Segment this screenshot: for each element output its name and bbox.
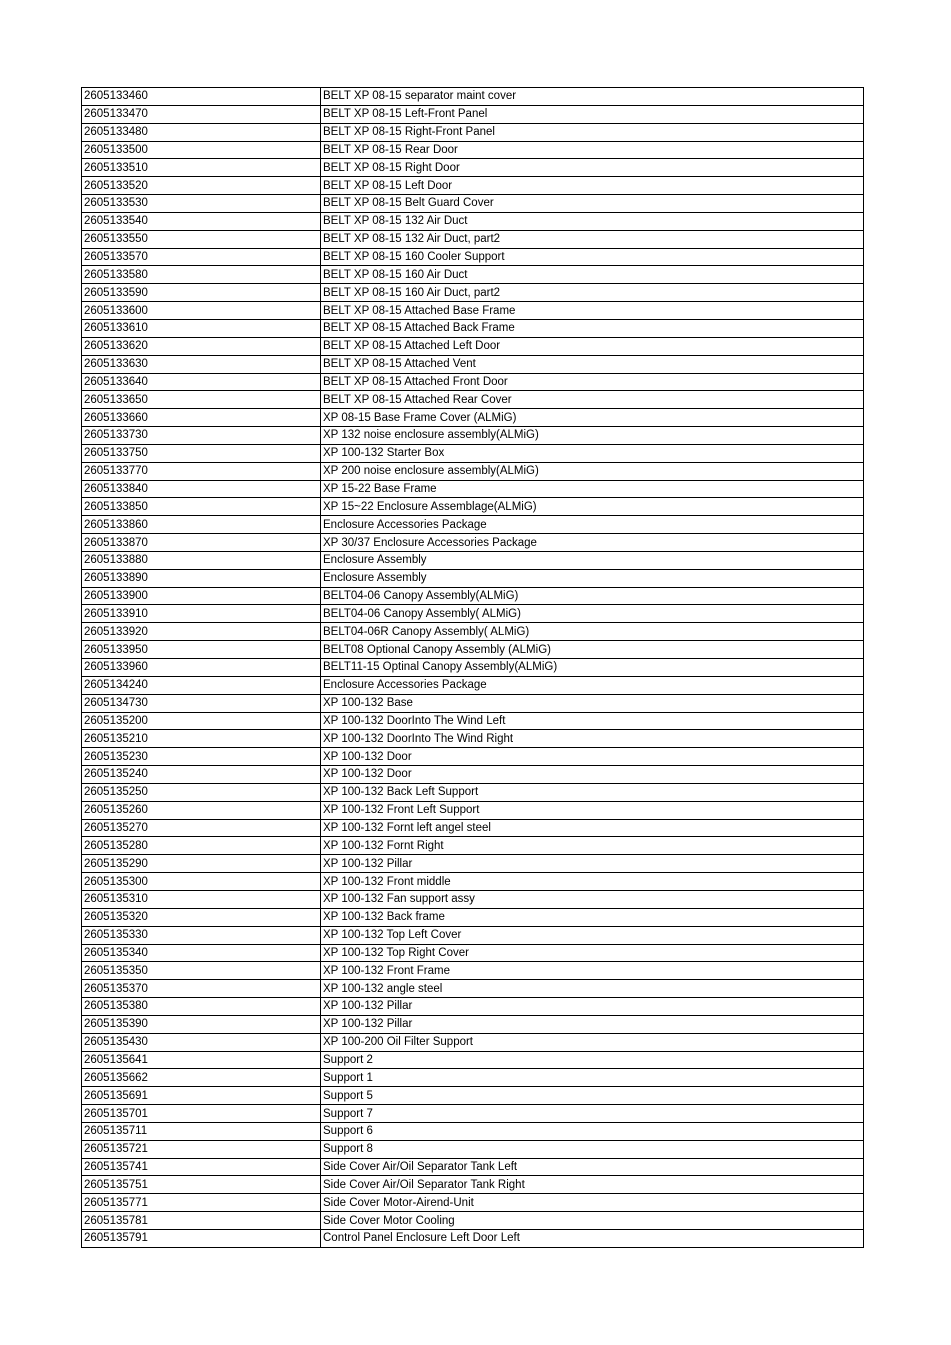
table-row: [82, 534, 864, 552]
part-description-cell: XP 100-132 Pillar: [321, 1015, 864, 1033]
part-description-cell: XP 132 noise enclosure assembly(ALMiG): [321, 427, 864, 445]
part-description-cell: XP 100-200 Oil Filter Support: [321, 1033, 864, 1051]
table-row: [82, 105, 864, 123]
table-row: [82, 391, 864, 409]
table-row: [82, 88, 864, 106]
table-row: [82, 712, 864, 730]
part-number-cell: 2605135330: [82, 926, 321, 944]
part-description-cell: XP 30/37 Enclosure Accessories Package: [321, 534, 864, 552]
part-number-cell: 2605135641: [82, 1051, 321, 1069]
table-row: [82, 837, 864, 855]
part-description-cell: BELT XP 08-15 160 Cooler Support: [321, 248, 864, 266]
part-number-cell: 2605135270: [82, 819, 321, 837]
table-row: [82, 659, 864, 677]
part-description-cell: BELT XP 08-15 Right-Front Panel: [321, 123, 864, 141]
table-row: [82, 248, 864, 266]
part-description-cell: XP 100-132 Fornt Right: [321, 837, 864, 855]
table-row: [82, 730, 864, 748]
table-row: [82, 641, 864, 659]
part-description-cell: XP 15~22 Enclosure Assemblage(ALMiG): [321, 498, 864, 516]
part-description-cell: BELT XP 08-15 separator maint cover: [321, 88, 864, 106]
part-description-cell: BELT04-06R Canopy Assembly( ALMiG): [321, 623, 864, 641]
part-number-cell: 2605135751: [82, 1176, 321, 1194]
table-row: [82, 908, 864, 926]
table-row: [82, 1087, 864, 1105]
part-number-cell: 2605135240: [82, 766, 321, 784]
part-number-cell: 2605133520: [82, 177, 321, 195]
part-number-cell: 2605133650: [82, 391, 321, 409]
part-description-cell: XP 100-132 Back frame: [321, 908, 864, 926]
part-number-cell: 2605134240: [82, 676, 321, 694]
part-number-cell: 2605133610: [82, 319, 321, 337]
part-description-cell: BELT04-06 Canopy Assembly( ALMiG): [321, 605, 864, 623]
part-description-cell: Support 5: [321, 1087, 864, 1105]
table-row: [82, 373, 864, 391]
part-number-cell: 2605133870: [82, 534, 321, 552]
part-description-cell: XP 100-132 Front Left Support: [321, 801, 864, 819]
part-number-cell: 2605135781: [82, 1212, 321, 1230]
parts-list-sheet: [81, 87, 863, 1248]
parts-table-body: [82, 88, 864, 1248]
part-number-cell: 2605133530: [82, 195, 321, 213]
table-row: [82, 1015, 864, 1033]
part-description-cell: BELT XP 08-15 132 Air Duct, part2: [321, 230, 864, 248]
part-description-cell: XP 100-132 Top Left Cover: [321, 926, 864, 944]
table-row: [82, 212, 864, 230]
part-number-cell: 2605133500: [82, 141, 321, 159]
table-row: [82, 980, 864, 998]
part-number-cell: 2605135701: [82, 1105, 321, 1123]
part-description-cell: Control Panel Enclosure Left Door Left: [321, 1230, 864, 1248]
part-description-cell: XP 100-132 Pillar: [321, 998, 864, 1016]
part-number-cell: 2605135280: [82, 837, 321, 855]
part-description-cell: BELT XP 08-15 Attached Left Door: [321, 337, 864, 355]
table-row: [82, 1212, 864, 1230]
table-row: [82, 355, 864, 373]
table-row: [82, 676, 864, 694]
table-row: [82, 962, 864, 980]
part-description-cell: BELT XP 08-15 160 Air Duct: [321, 266, 864, 284]
part-number-cell: 2605133950: [82, 641, 321, 659]
part-number-cell: 2605133470: [82, 105, 321, 123]
part-number-cell: 2605133620: [82, 337, 321, 355]
part-description-cell: BELT04-06 Canopy Assembly(ALMiG): [321, 587, 864, 605]
part-description-cell: XP 100-132 Top Right Cover: [321, 944, 864, 962]
table-row: [82, 427, 864, 445]
table-row: [82, 337, 864, 355]
part-number-cell: 2605133880: [82, 551, 321, 569]
part-description-cell: Side Cover Air/Oil Separator Tank Right: [321, 1176, 864, 1194]
table-row: [82, 623, 864, 641]
part-number-cell: 2605133770: [82, 462, 321, 480]
part-description-cell: XP 100-132 Back Left Support: [321, 783, 864, 801]
part-description-cell: BELT XP 08-15 Attached Rear Cover: [321, 391, 864, 409]
part-description-cell: XP 100-132 angle steel: [321, 980, 864, 998]
part-number-cell: 2605133510: [82, 159, 321, 177]
part-description-cell: BELT11-15 Optinal Canopy Assembly(ALMiG): [321, 659, 864, 677]
table-row: [82, 766, 864, 784]
part-number-cell: 2605135721: [82, 1140, 321, 1158]
part-number-cell: 2605135210: [82, 730, 321, 748]
table-row: [82, 1051, 864, 1069]
part-number-cell: 2605133840: [82, 480, 321, 498]
table-row: [82, 409, 864, 427]
part-description-cell: XP 15-22 Base Frame: [321, 480, 864, 498]
table-row: [82, 498, 864, 516]
part-description-cell: BELT XP 08-15 Left-Front Panel: [321, 105, 864, 123]
table-row: [82, 1140, 864, 1158]
part-description-cell: BELT XP 08-15 Attached Front Door: [321, 373, 864, 391]
table-row: [82, 123, 864, 141]
part-number-cell: 2605135300: [82, 873, 321, 891]
table-row: [82, 462, 864, 480]
table-row: [82, 819, 864, 837]
table-row: [82, 1194, 864, 1212]
table-row: [82, 998, 864, 1016]
table-row: [82, 195, 864, 213]
part-description-cell: BELT XP 08-15 Attached Vent: [321, 355, 864, 373]
part-number-cell: 2605133460: [82, 88, 321, 106]
part-number-cell: 2605133890: [82, 569, 321, 587]
part-number-cell: 2605133580: [82, 266, 321, 284]
part-description-cell: BELT XP 08-15 132 Air Duct: [321, 212, 864, 230]
part-description-cell: Side Cover Motor Cooling: [321, 1212, 864, 1230]
part-number-cell: 2605133910: [82, 605, 321, 623]
table-row: [82, 873, 864, 891]
part-number-cell: 2605135340: [82, 944, 321, 962]
part-description-cell: XP 100-132 Pillar: [321, 855, 864, 873]
table-row: [82, 890, 864, 908]
table-row: [82, 1069, 864, 1087]
part-description-cell: XP 100-132 Fornt left angel steel: [321, 819, 864, 837]
part-description-cell: XP 100-132 Starter Box: [321, 444, 864, 462]
part-description-cell: BELT XP 08-15 Rear Door: [321, 141, 864, 159]
part-number-cell: 2605133480: [82, 123, 321, 141]
table-row: [82, 1158, 864, 1176]
table-row: [82, 748, 864, 766]
part-description-cell: Support 8: [321, 1140, 864, 1158]
table-row: [82, 1033, 864, 1051]
part-number-cell: 2605135390: [82, 1015, 321, 1033]
table-row: [82, 230, 864, 248]
part-description-cell: Enclosure Accessories Package: [321, 676, 864, 694]
table-row: [82, 516, 864, 534]
part-number-cell: 2605133550: [82, 230, 321, 248]
part-description-cell: XP 100-132 Door: [321, 748, 864, 766]
part-description-cell: BELT XP 08-15 Right Door: [321, 159, 864, 177]
table-row: [82, 551, 864, 569]
part-description-cell: Side Cover Motor-Airend-Unit: [321, 1194, 864, 1212]
part-number-cell: 2605133570: [82, 248, 321, 266]
part-number-cell: 2605133730: [82, 427, 321, 445]
part-description-cell: BELT XP 08-15 Belt Guard Cover: [321, 195, 864, 213]
part-number-cell: 2605133860: [82, 516, 321, 534]
part-description-cell: BELT XP 08-15 Left Door: [321, 177, 864, 195]
part-number-cell: 2605133590: [82, 284, 321, 302]
part-number-cell: 2605135290: [82, 855, 321, 873]
table-row: [82, 319, 864, 337]
part-number-cell: 2605133900: [82, 587, 321, 605]
part-description-cell: XP 200 noise enclosure assembly(ALMiG): [321, 462, 864, 480]
table-row: [82, 302, 864, 320]
table-row: [82, 444, 864, 462]
table-row: [82, 1176, 864, 1194]
part-description-cell: Support 2: [321, 1051, 864, 1069]
table-row: [82, 177, 864, 195]
part-description-cell: XP 100-132 Front middle: [321, 873, 864, 891]
part-number-cell: 2605135260: [82, 801, 321, 819]
part-number-cell: 2605135662: [82, 1069, 321, 1087]
part-number-cell: 2605135230: [82, 748, 321, 766]
part-number-cell: 2605135200: [82, 712, 321, 730]
table-row: [82, 855, 864, 873]
part-description-cell: Enclosure Assembly: [321, 569, 864, 587]
part-number-cell: 2605135430: [82, 1033, 321, 1051]
part-number-cell: 2605135320: [82, 908, 321, 926]
part-number-cell: 2605133920: [82, 623, 321, 641]
table-row: [82, 480, 864, 498]
table-row: [82, 605, 864, 623]
part-description-cell: XP 08-15 Base Frame Cover (ALMiG): [321, 409, 864, 427]
table-row: [82, 944, 864, 962]
part-number-cell: 2605135310: [82, 890, 321, 908]
part-description-cell: Side Cover Air/Oil Separator Tank Left: [321, 1158, 864, 1176]
part-number-cell: 2605135370: [82, 980, 321, 998]
part-number-cell: 2605135771: [82, 1194, 321, 1212]
part-number-cell: 2605134730: [82, 694, 321, 712]
part-description-cell: XP 100-132 Base: [321, 694, 864, 712]
table-row: [82, 159, 864, 177]
part-description-cell: Support 1: [321, 1069, 864, 1087]
part-description-cell: XP 100-132 Front Frame: [321, 962, 864, 980]
part-number-cell: 2605133850: [82, 498, 321, 516]
part-number-cell: 2605135691: [82, 1087, 321, 1105]
table-row: [82, 266, 864, 284]
part-number-cell: 2605133750: [82, 444, 321, 462]
part-number-cell: 2605135741: [82, 1158, 321, 1176]
table-row: [82, 1230, 864, 1248]
table-row: [82, 694, 864, 712]
part-description-cell: BELT XP 08-15 Attached Back Frame: [321, 319, 864, 337]
part-description-cell: XP 100-132 Fan support assy: [321, 890, 864, 908]
part-number-cell: 2605133600: [82, 302, 321, 320]
part-number-cell: 2605133640: [82, 373, 321, 391]
table-row: [82, 587, 864, 605]
table-row: [82, 284, 864, 302]
part-description-cell: XP 100-132 Door: [321, 766, 864, 784]
part-number-cell: 2605135791: [82, 1230, 321, 1248]
part-number-cell: 2605133960: [82, 659, 321, 677]
part-number-cell: 2605133630: [82, 355, 321, 373]
table-row: [82, 141, 864, 159]
table-row: [82, 569, 864, 587]
part-description-cell: Enclosure Accessories Package: [321, 516, 864, 534]
part-number-cell: 2605135711: [82, 1122, 321, 1140]
part-description-cell: BELT08 Optional Canopy Assembly (ALMiG): [321, 641, 864, 659]
part-number-cell: 2605135250: [82, 783, 321, 801]
table-row: [82, 926, 864, 944]
part-number-cell: 2605135350: [82, 962, 321, 980]
part-number-cell: 2605133540: [82, 212, 321, 230]
part-description-cell: XP 100-132 DoorInto The Wind Left: [321, 712, 864, 730]
table-row: [82, 801, 864, 819]
part-description-cell: XP 100-132 DoorInto The Wind Right: [321, 730, 864, 748]
part-description-cell: Enclosure Assembly: [321, 551, 864, 569]
table-row: [82, 1122, 864, 1140]
part-number-cell: 2605133660: [82, 409, 321, 427]
parts-table: [81, 87, 864, 1248]
table-row: [82, 1105, 864, 1123]
part-description-cell: Support 6: [321, 1122, 864, 1140]
part-description-cell: BELT XP 08-15 Attached Base Frame: [321, 302, 864, 320]
part-description-cell: BELT XP 08-15 160 Air Duct, part2: [321, 284, 864, 302]
part-number-cell: 2605135380: [82, 998, 321, 1016]
part-description-cell: Support 7: [321, 1105, 864, 1123]
table-row: [82, 783, 864, 801]
